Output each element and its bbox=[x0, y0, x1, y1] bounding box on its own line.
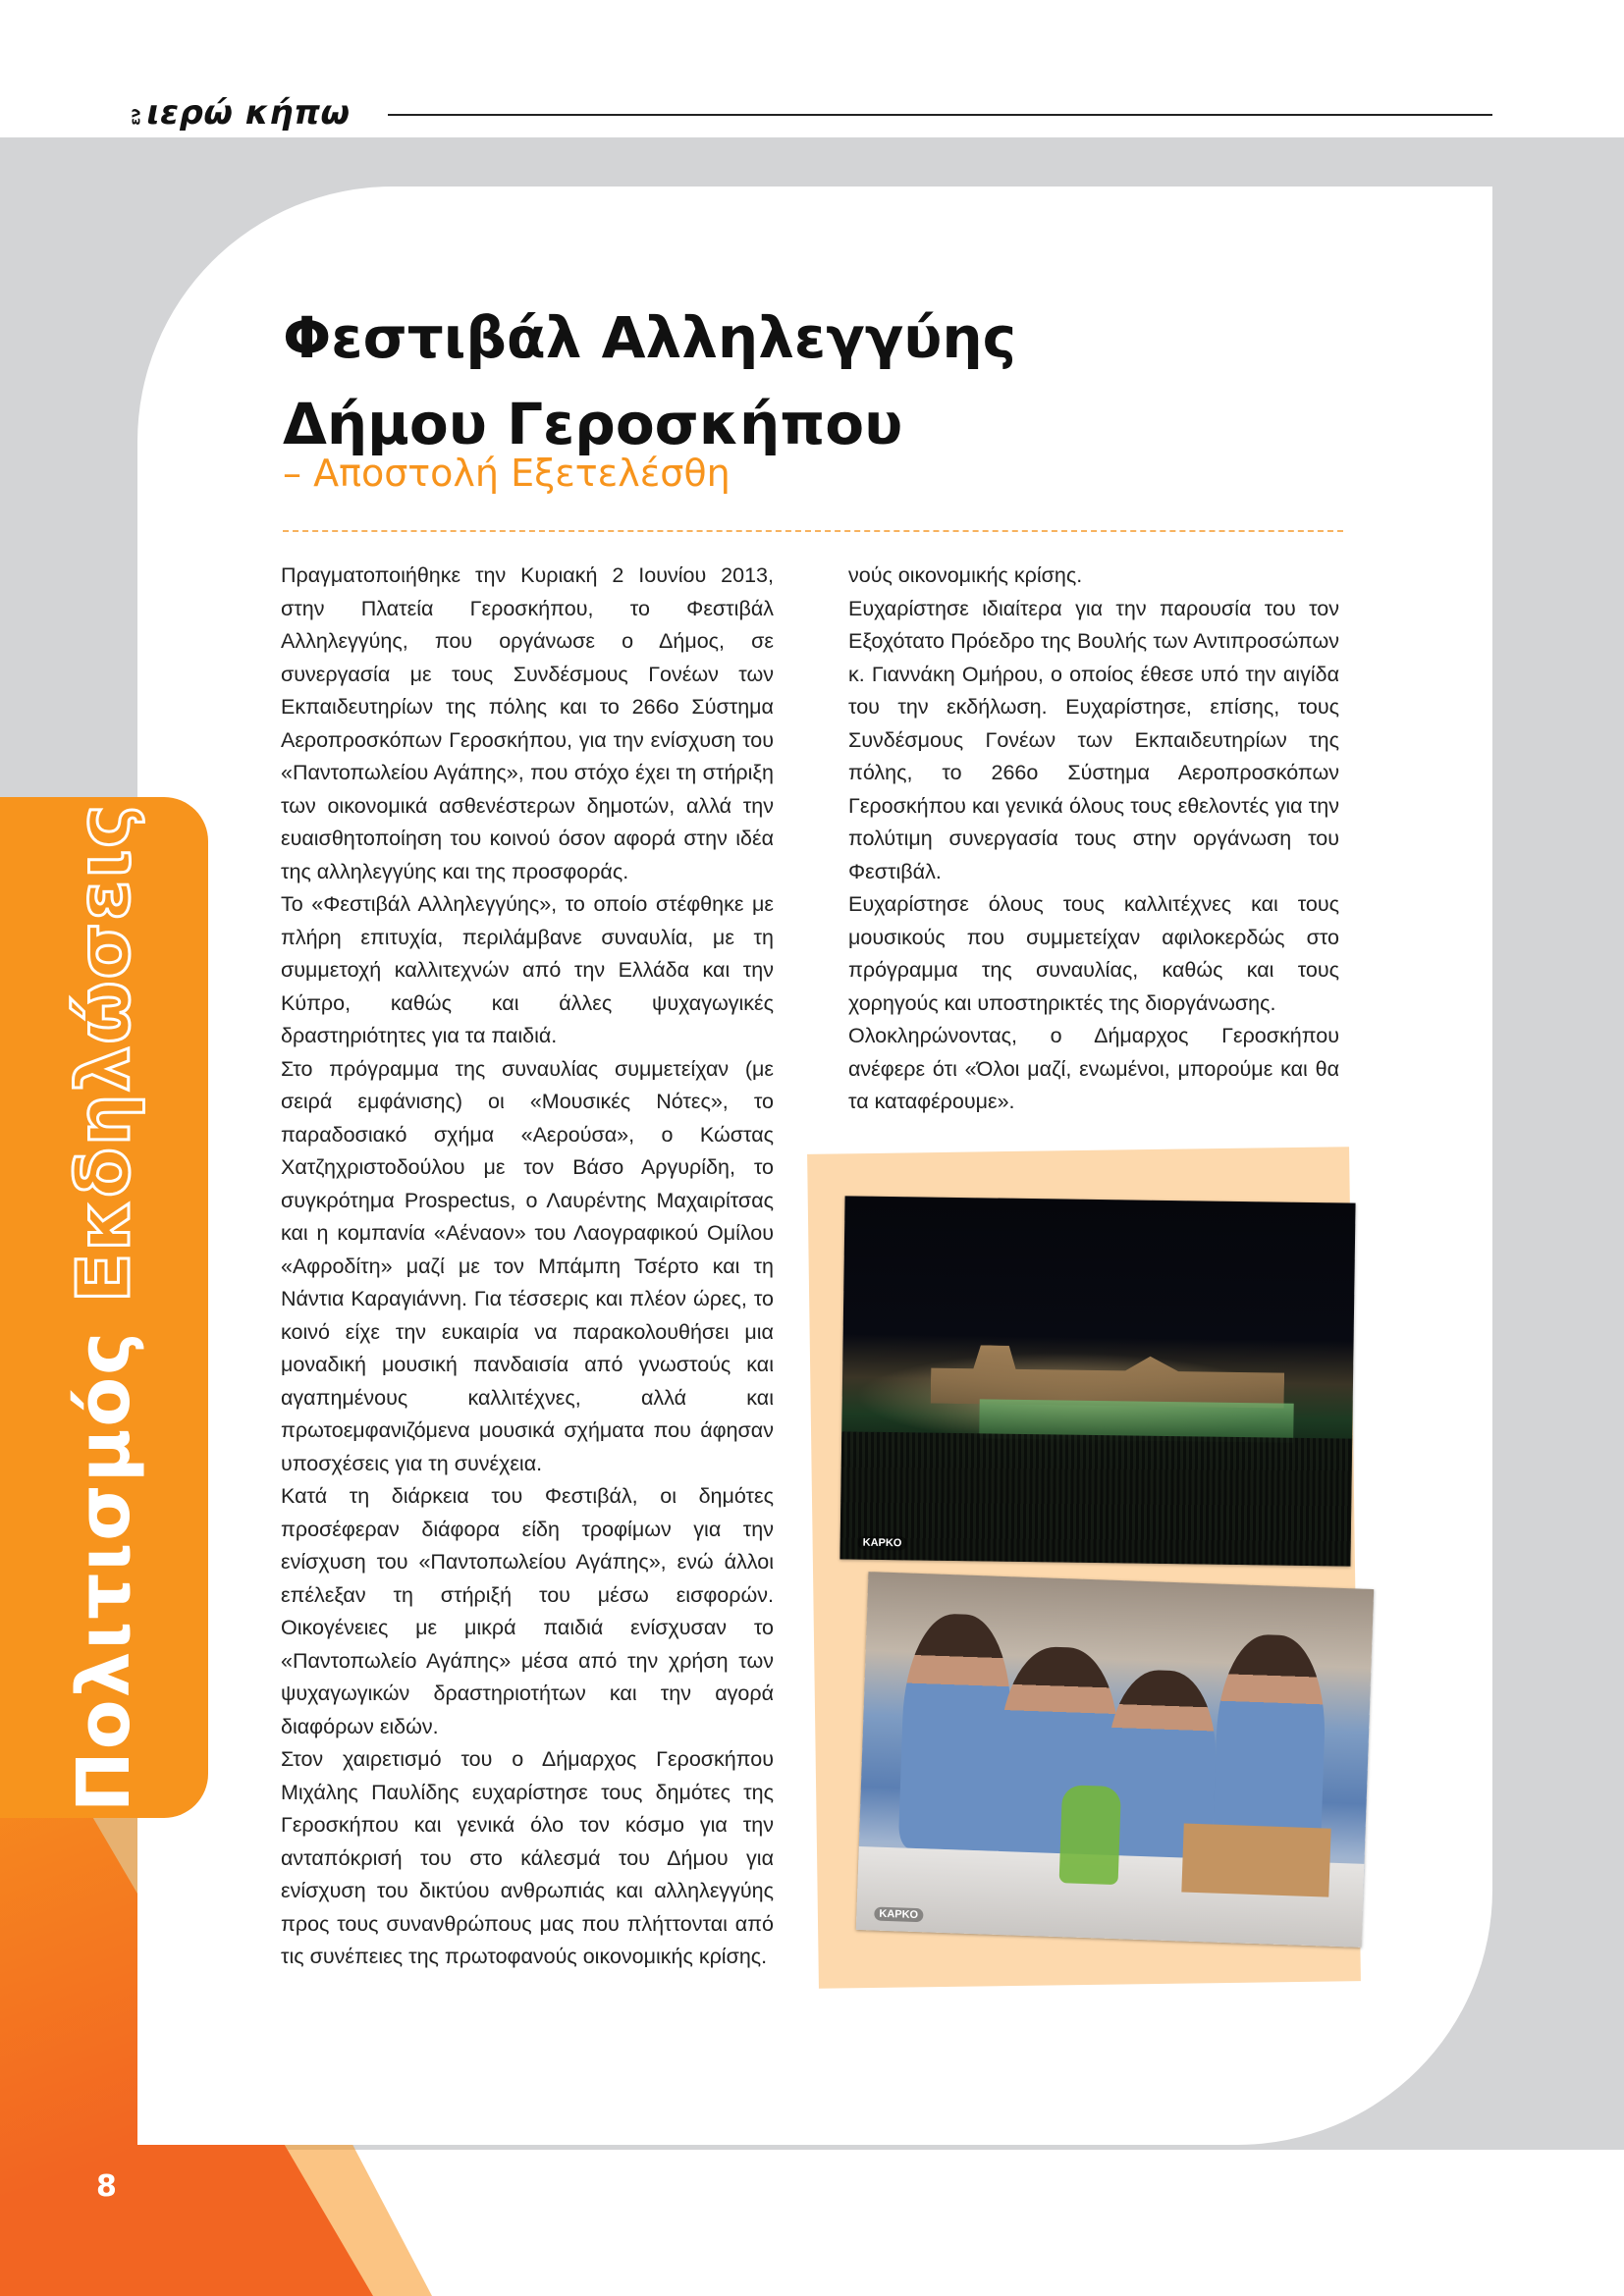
magazine-logo bbox=[128, 93, 351, 133]
title-divider bbox=[283, 530, 1343, 532]
paragraph: νούς οικονομικής κρίσης. bbox=[848, 563, 1083, 587]
paragraph: Κατά τη διάρκεια του Φεστιβάλ, οι δημότες προσέφεραν διάφορα είδη τροφίμων για την ενίσχυση του «Παντοπωλείου Αγάπης», ενώ άλλοι επέλεξαν τη στήριξή του μέσω εισφορών. Οικογένειες με μικρά παιδιά ενίσχυσαν το «Παντοπωλείο Αγάπης» μέσα από την χρήση των ψυχαγωγικών δραστηριοτήτων και την αγορά διαφόρων ειδών. bbox=[281, 1484, 774, 1738]
title-line-2: Δήμου Γεροσκήπου bbox=[283, 391, 903, 457]
paragraph: Το «Φεστιβάλ Αλληλεγγύης», το οποίο στέφθηκε με πλήρη επιτυχία, περιλάμβανε συναυλία, με τη συμμετοχή καλλιτεχνών από την Ελλάδα και την Κύπρο, καθώς και άλλες ψυχαγωγικές δραστηριότητες για τα παιδιά. bbox=[281, 892, 774, 1047]
photo-box bbox=[1181, 1823, 1330, 1896]
paragraph: Πραγματοποιήθηκε την Κυριακή 2 Ιουνίου 2013, στην Πλατεία Γεροσκήπου, το Φεστιβάλ Αλληλεγγύης, που οργάνωσε ο Δήμος, σε συνεργασία με τους Συνδέσμους Γονέων των Εκπαιδευτηρίων της πόλης και το 266ο Σύστημα Αεροπροσκόπων Γεροσκήπου, για την ενίσχυση του «Παντοπωλείου Αγάπης», που στόχο έχει τη στήριξη των οικονομικά ασθενέστερων δημοτών, αλλά την ευαισθητοποίηση του κοινού όσον αφορά στην ιδέα της αλληλεγγύης και της προσφοράς. bbox=[281, 563, 774, 883]
logo-prefix: εν bbox=[128, 108, 144, 126]
section-tab bbox=[0, 797, 208, 1818]
photo-watermark: KAPKO bbox=[858, 1536, 907, 1551]
paragraph: Στον χαιρετισμό του ο Δήμαρχος Γεροσκήπου Μιχάλης Παυλίδης ευχαρίστησε τους δημότες της Γεροσκήπου και γενικά όλο τον κόσμο για την ανταπόκρισή του στο κάλεσμά του Δήμου για ενίσχυση του δικτύου ανθρωπιάς και αλληλεγγύης προς τους συνανθρώπους μας που πλήττονται από τις συνέπειες της πρωτοφανούς οικονομικής κρίσης. bbox=[281, 1747, 774, 1968]
article-subtitle: – Αποστολή Εξετελέσθη bbox=[283, 452, 731, 495]
header-rule bbox=[388, 114, 1492, 116]
paragraph: Ολοκληρώνοντας, ο Δήμαρχος Γεροσκήπου ανέφερε ότι «Όλοι μαζί, ενωμένοι, μπορούμε και θα τα καταφέρουμε». bbox=[848, 1024, 1339, 1113]
section-name: Πολιτισμός bbox=[62, 1303, 146, 1813]
title-line-1: Φεστιβάλ Αλληλεγγύης bbox=[283, 304, 1017, 371]
page-number: 8 bbox=[96, 2169, 117, 2204]
photo-bag bbox=[1059, 1785, 1121, 1885]
section-subname: Εκδηλώσεις bbox=[62, 802, 146, 1304]
article-column-left bbox=[281, 560, 774, 1974]
article-title bbox=[283, 294, 1343, 467]
paragraph: Ευχαρίστησε ιδιαίτερα για την παρουσία του τον Εξοχότατο Πρόεδρο της Βουλής των Αντιπροσώπων κ. Γιαννάκη Ομήρου, ο οποίος έθεσε υπό την αιγίδα του την εκδήλωση. Ευχαρίστησε, επίσης, τους Συνδέσμους Γονέων των Εκπαιδευτηρίων της πόλης, το 266ο Σύστημα Αεροπροσκόπων Γεροσκήπου και γενικά όλους τους εθελοντές για την πολύτιμη συνεργασία τους στην οργάνωση του Φεστιβάλ. bbox=[848, 596, 1339, 883]
logo-text: ιερώ κήπω bbox=[146, 93, 351, 133]
paragraph: Στο πρόγραμμα της συναυλίας συμμετείχαν (με σειρά εμφάνισης) οι «Μουσικές Νότες», το παραδοσιακό σχήμα «Αερούσα», ο Κώστας Χατζηχριστοδούλου με τον Βάσο Αργυρίδη, το συγκρότημα Prospectus, ο Λαυρέντης Μαχαιρίτσας και η κομπανία «Αέναον» του Λαογραφικού Ομίλου «Αφροδίτη» μαζί με τον Μπάμπη Τσέρτο και τη Νάντια Καραγιάννη. Για τέσσερις και πλέον ώρες, το κοινό είχε την ευκαιρία να παρακολουθήσει μια μοναδική μουσική πανδαισία από γνωστούς και αγαπημένους καλλιτέχνες, αλλά και πρωτοεμφανιζόμενα μουσικά σχήματα που άφησαν υποσχέσεις για τη συνέχεια. bbox=[281, 1056, 774, 1475]
article-column-right bbox=[848, 560, 1339, 1119]
photo-crowd bbox=[839, 1431, 1352, 1566]
photo-watermark: KAPKO bbox=[874, 1907, 923, 1923]
concert-night-photo bbox=[839, 1196, 1355, 1566]
section-tab-label bbox=[62, 803, 146, 1812]
page-header bbox=[128, 93, 1492, 133]
volunteers-photo bbox=[856, 1572, 1374, 1948]
paragraph: Ευχαρίστησε όλους τους καλλιτέχνες και τους μουσικούς που συμμετείχαν αφιλοκερδώς στο πρόγραμμα της συναυλίας, καθώς και τους χορηγούς και υποστηρικτές της διοργάνωσης. bbox=[848, 892, 1339, 1015]
